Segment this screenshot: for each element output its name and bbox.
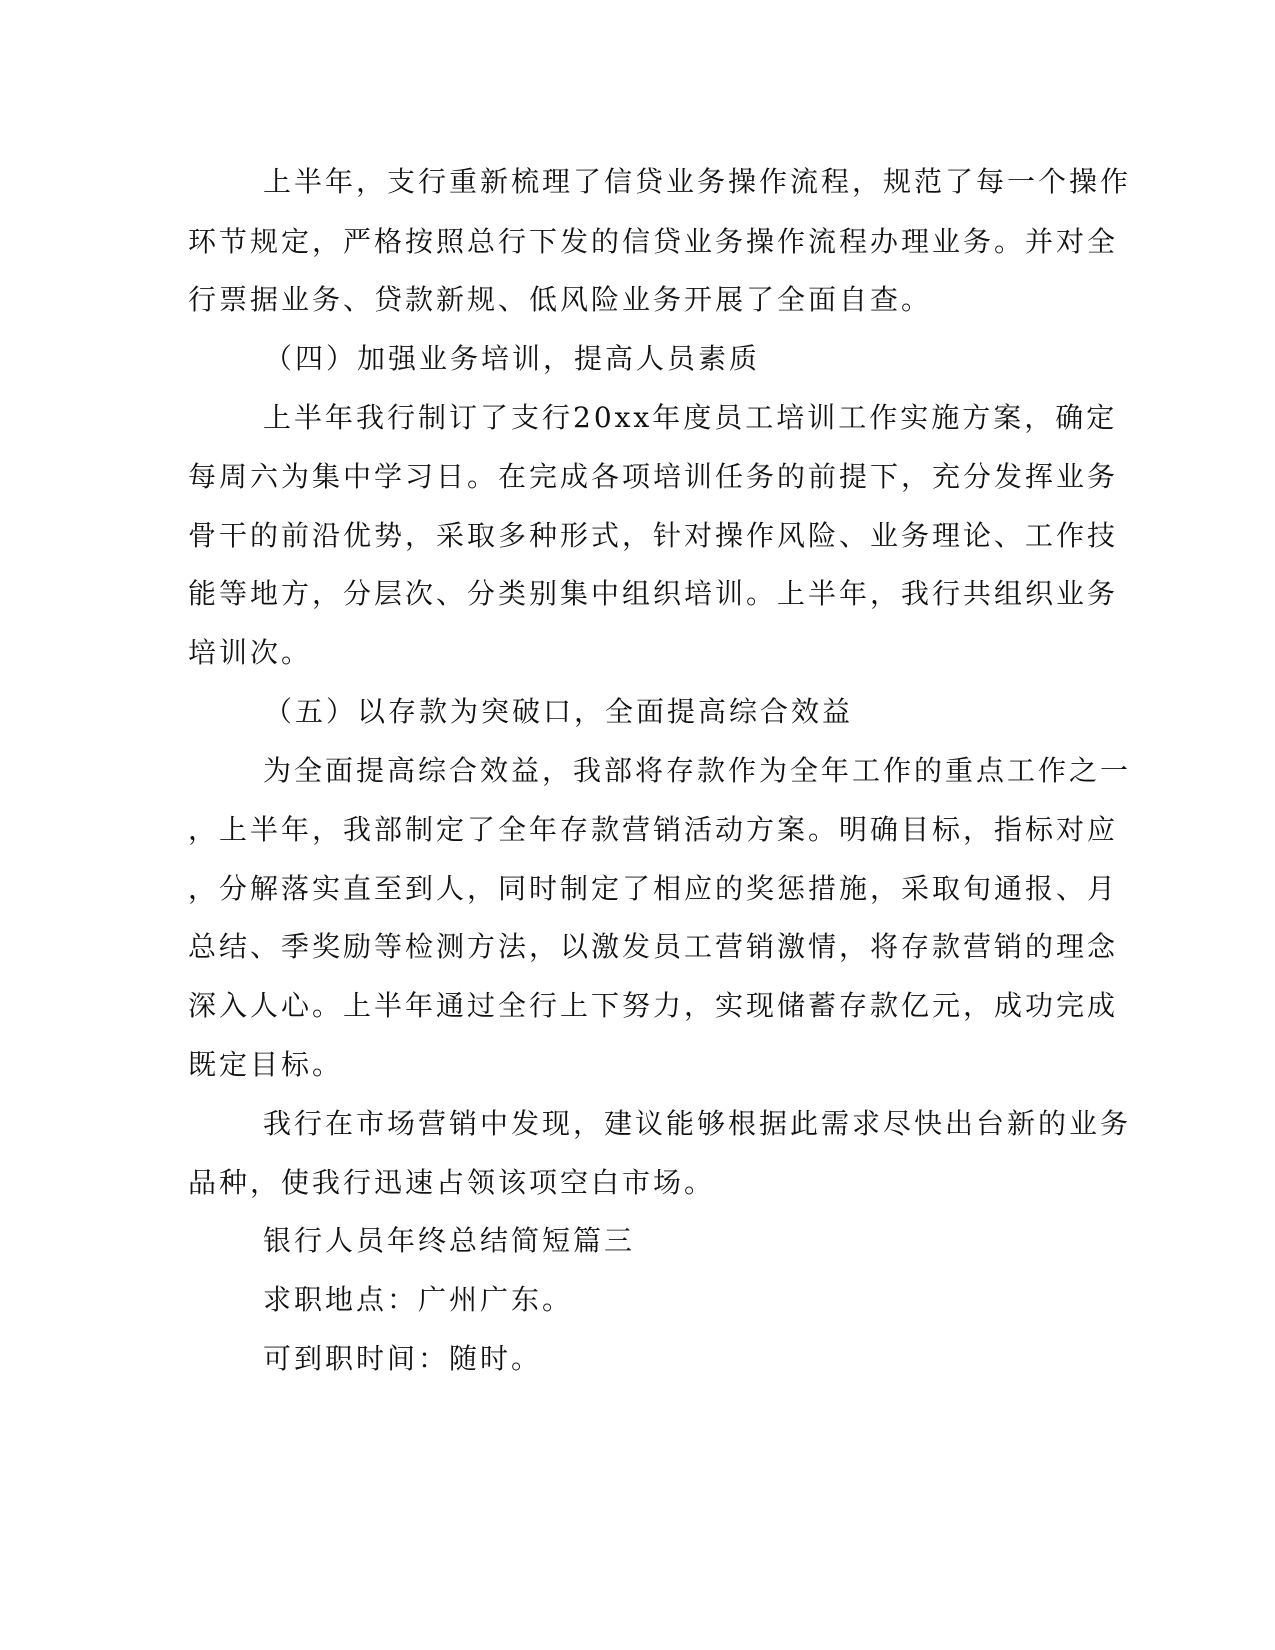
paragraph-1-line-1: 上半年，支行重新梳理了信贷业务操作流程，规范了每一个操作 [263,165,1132,198]
job-location: 求职地点：广州广东。 [263,1283,574,1316]
paragraph-3-line-1: 为全面提高综合效益，我部将存款作为全年工作的重点工作之一 [263,754,1132,787]
paragraph-2-line-3: 骨干的前沿优势，采取多种形式，针对操作风险、业务理论、工作技 [188,519,1119,552]
paragraph-3-line-3: ，分解落实直至到人，同时制定了相应的奖惩措施，采取旬通报、月 [188,872,1119,905]
paragraph-2-line-4: 能等地方，分层次、分类别集中组织培训。上半年，我行共组织业务 [188,577,1119,610]
section-heading-5: （五）以存款为突破口，全面提高综合效益 [264,695,854,728]
section-title: 银行人员年终总结简短篇三 [263,1224,636,1257]
paragraph-3-line-4: 总结、季奖励等检测方法，以激发员工营销激情，将存款营销的理念 [188,930,1119,963]
paragraph-2-line-1: 上半年我行制订了支行20xx年度员工培训工作实施方案，确定 [263,401,1118,434]
paragraph-1-line-3: 行票据业务、贷款新规、低风险业务开展了全面自查。 [188,283,933,316]
paragraph-2-line-2: 每周六为集中学习日。在完成各项培训任务的前提下，充分发挥业务 [188,460,1119,493]
paragraph-3-line-5: 深入人心。上半年通过全行上下努力，实现储蓄存款亿元，成功完成 [188,989,1119,1022]
available-time: 可到职时间：随时。 [263,1342,543,1375]
paragraph-1-line-2: 环节规定，严格按照总行下发的信贷业务操作流程办理业务。并对全 [188,225,1119,258]
paragraph-4-line-2: 品种，使我行迅速占领该项空白市场。 [188,1166,716,1199]
paragraph-4-line-1: 我行在市场营销中发现，建议能够根据此需求尽快出台新的业务 [263,1107,1132,1140]
section-heading-4: （四）加强业务培训，提高人员素质 [264,342,761,375]
paragraph-3-line-6: 既定目标。 [188,1048,344,1081]
paragraph-2-line-5: 培训次。 [188,636,313,669]
paragraph-3-line-2: ，上半年，我部制定了全年存款营销活动方案。明确目标，指标对应 [188,813,1119,846]
